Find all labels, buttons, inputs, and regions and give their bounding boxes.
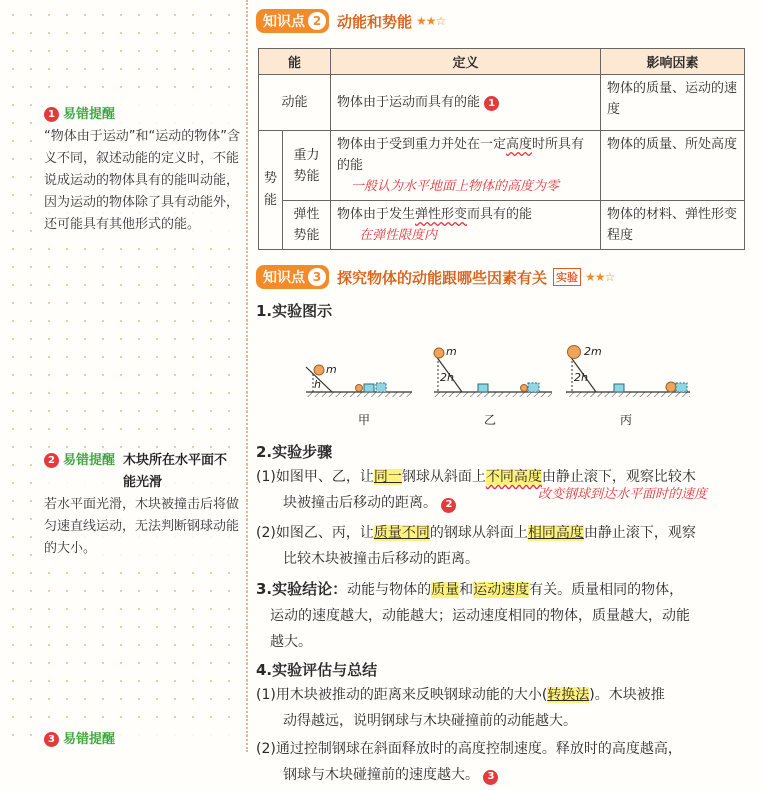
factors-cell: 物体的质量、运动的速度 [601,75,745,131]
table-row [259,131,745,201]
col-header: 定义 [331,49,601,75]
note-body: “物体由于运动”和“运动的物体”含义不同，叙述动能的定义时，不能说成运动的物体具有的能叫动能，因为运动的物体除了具有动能外，还可能具有其他形式的能。 [44,129,240,232]
note-title: 易错提醒 [63,453,116,468]
note-number-badge: 3 [44,732,59,747]
setup-jia [306,363,412,427]
evaluation-2: (2)通过控制钢球在斜面释放时的高度控制速度。释放时的高度越高， 钢球与木块碰撞前的速度越大。 3 [256,741,682,783]
step-1: (1)如图甲、乙，让同一钢球从斜面上不同高度由静止滚下，观察比较木 块被撞击后移动的距离。 2 改变钢球到达水平面时的速度 [256,464,756,516]
factors-cell: 物体的材料、弹性形变程度 [601,201,745,250]
kp-title: 探究物体的动能跟哪些因素有关 [337,268,548,287]
setup-yi [434,345,552,427]
error-note-3 [44,729,244,751]
error-note-1 [44,104,244,236]
setup-bing [566,345,690,427]
difficulty-stars: ★★☆ [416,14,446,28]
height-label: h [314,378,321,391]
potential-group: 势能 [259,131,283,250]
mass-label: 2m [584,345,602,358]
height-label: 2h [574,371,588,384]
footnote-badge: 1 [484,96,499,111]
factors-cell: 物体的质量、所处高度 [601,131,745,201]
step-2: (2)如图乙、丙，让质量不同的钢球从斜面上相同高度由静止滚下，观察 比较木块被撞击后移动的距离。 [256,525,696,567]
kp-tag: 知识点 3 [256,265,329,289]
difficulty-stars: ★★☆ [585,270,615,284]
experiment-figure [256,321,743,439]
table-header-row [259,49,745,75]
kp-tag: 知识点 2 [256,9,329,33]
evaluation-1: (1)用木块被推动的距离来反映钢球动能的大小(转换法)。木块被推 动得越远，说明钢球与木块碰撞前的动能越大。 [256,687,665,729]
kp-title: 动能和势能 [337,12,413,31]
kp3-header [256,262,756,292]
experiment-diagram [256,321,743,439]
figure-label: 甲 [358,413,371,427]
section-heading: 2.实验步骤 [256,443,333,461]
footnote-badge: 3 [483,770,498,785]
handwritten-note: 一般认为水平地面上物体的高度为零 [351,179,560,194]
energy-name: 重力 势能 [283,131,331,201]
col-header: 影响因素 [601,49,745,75]
figure-label: 乙 [484,413,497,427]
table-row [259,75,745,131]
definition-cell: 物体由于运动而具有的能 1 [331,75,601,131]
definition-cell: 物体由于发生弹性形变而具有的能 在弹性限度内 [331,201,601,250]
height-label: 2h [440,371,454,384]
footnote-badge: 2 [441,498,456,513]
note-title: 易错提醒 [63,107,116,122]
note-subtitle: 木块所在水平面不 能光滑 [123,453,228,490]
experiment-tag: 实验 [553,268,581,286]
figure-label: 丙 [620,413,633,427]
margin-divider [246,0,248,752]
note-number-badge: 2 [44,453,59,468]
mass-label: m [446,345,457,358]
experiment-conclusion: 3.实验结论：动能与物体的质量和运动速度有关。质量相同的物体， 运动的速度越大，动能越大；运动速度相同的物体，质量越大，动能 越大。 [256,580,690,650]
section-heading: 1.实验图示 [256,302,333,320]
handwritten-note: 改变钢球到达水平面时的速度 [538,487,708,502]
mass-label: m [326,363,337,376]
definition-cell: 物体由于受到重力并处在一定高度时所具有的能 一般认为水平地面上物体的高度为零 [331,131,601,201]
note-body: 若水平面光滑，木块被撞击后将做匀速直线运动，无法判断钢球动能的大小。 [44,497,240,556]
handwritten-note: 在弹性限度内 [359,228,438,243]
section-heading: 4.实验评估与总结 [256,661,378,679]
col-header: 能 [259,49,331,75]
kp2-header [256,6,756,36]
note-number-badge: 1 [44,107,59,122]
table-row [259,201,745,250]
energy-name: 动能 [259,75,331,131]
main-content [256,0,756,788]
energy-table [258,48,745,250]
energy-name: 弹性 势能 [283,201,331,250]
error-note-2 [44,450,244,560]
note-title: 易错提醒 [63,732,116,747]
